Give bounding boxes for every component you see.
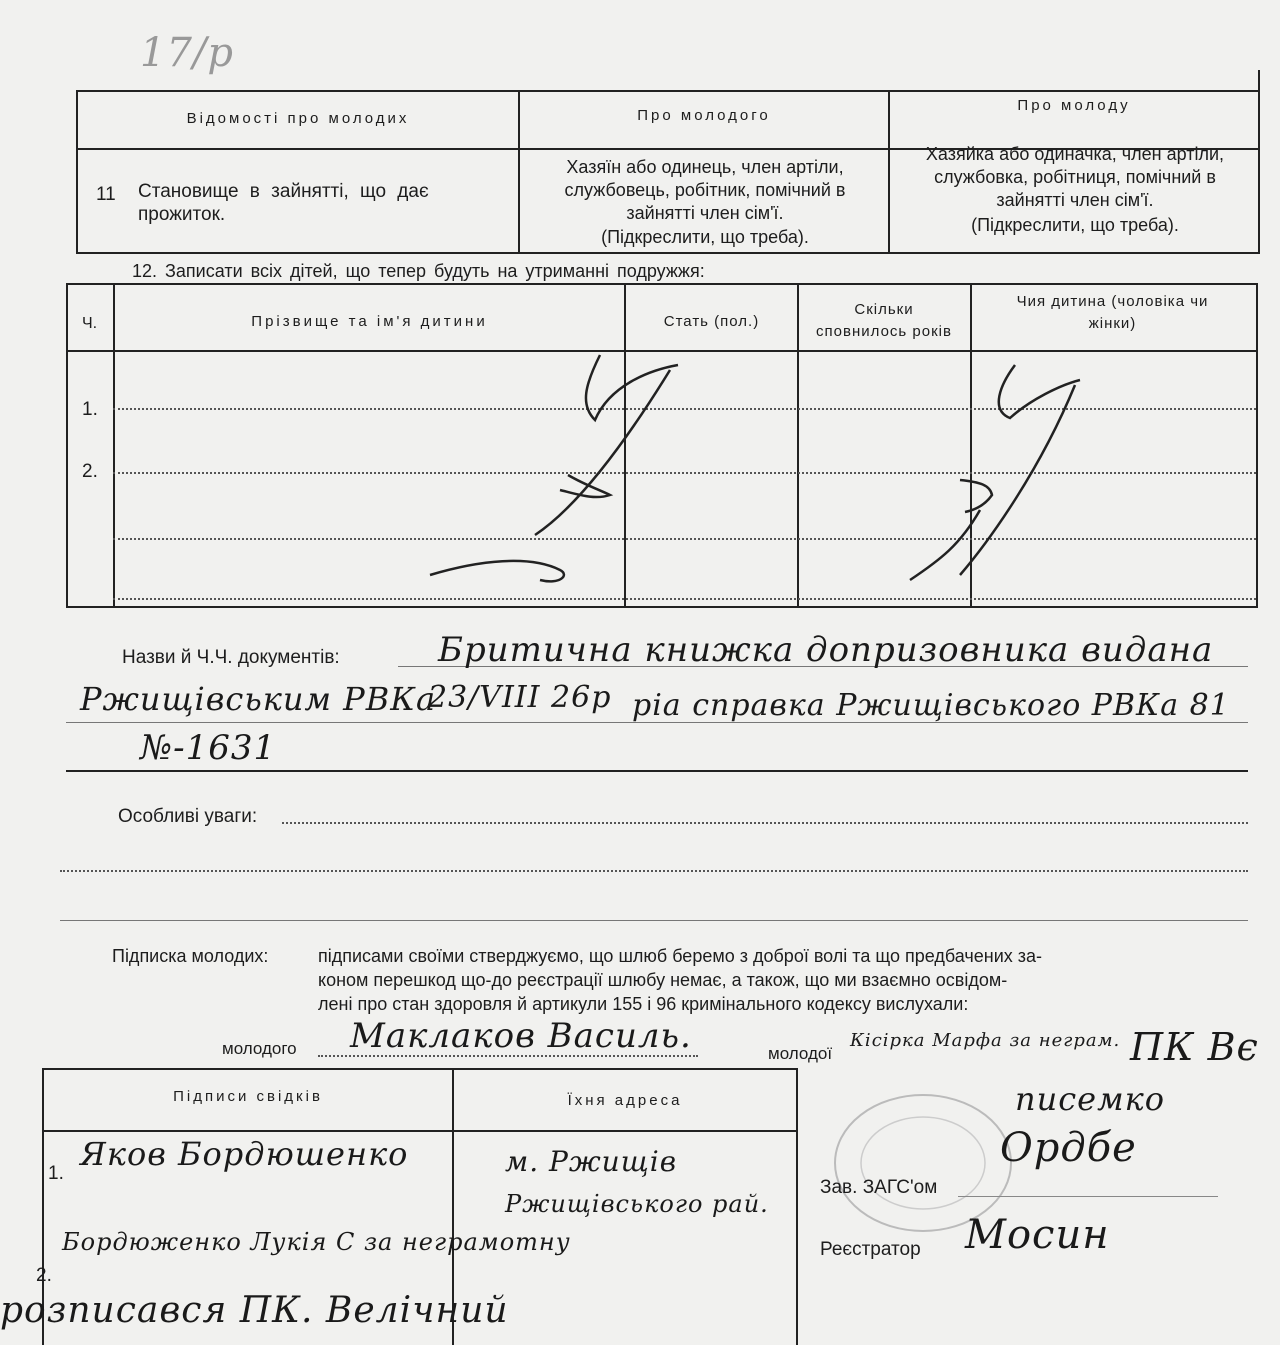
signature-statement-line1: підписами своїми стверджуємо, що шлюб беремо з доброї волі та що предбачених за- bbox=[318, 946, 1043, 966]
col-sex-header: Стать (пол.) bbox=[663, 313, 760, 330]
bride-signature-label: молодої bbox=[768, 1044, 833, 1063]
documents-hw-line1: Бритична книжка допризовника видана bbox=[438, 630, 1214, 670]
strike-mark-right bbox=[890, 360, 1090, 595]
bride-underline-hint: (Підкреслити, що треба). bbox=[971, 215, 1179, 235]
groom-signature-label: молодого bbox=[222, 1039, 297, 1058]
signature-statement-line3: лені про стан здоровля й артикули 155 і 96 кримінального кодексу вислухали: bbox=[318, 994, 969, 1014]
zags-head-signature: Ордбе bbox=[1000, 1125, 1137, 1171]
occupation-status-label: Становище в зайнятті, що дає прожиток. bbox=[138, 181, 429, 225]
bride-hw-note: Кісірка Марфа за неграм. bbox=[850, 1030, 1121, 1051]
documents-hw-line2c: ріа справка Ржищівського РВКа 81 bbox=[632, 688, 1230, 723]
special-remarks-label: Особливі уваги: bbox=[118, 806, 258, 827]
witness-2-signature-continued: розписався ПК. Велічний bbox=[0, 1290, 509, 1331]
registrar-signature: Мосин bbox=[965, 1212, 1110, 1258]
bride-hw-sign-continued: писемко bbox=[1015, 1080, 1165, 1118]
groom-signature: Маклаков Василь. bbox=[350, 1016, 692, 1056]
groom-underline-hint: (Підкреслити, що треба). bbox=[601, 227, 809, 247]
strike-mark-left bbox=[420, 345, 700, 600]
documents-hw-line2b: 23/VIII 26р bbox=[428, 680, 612, 715]
header-witness-signatures: Підписи свідків bbox=[173, 1088, 323, 1105]
children-title: 12. Записати всіх дітей, що тепер будуть на утриманні подружжя: bbox=[132, 261, 705, 281]
col-age-header: Скільки сповнилось років bbox=[816, 301, 952, 340]
col-whose-child-header: Чия дитина (чоловіка чи жінки) bbox=[1016, 293, 1209, 332]
witness-address-line2: Ржищівського рай. bbox=[505, 1190, 769, 1218]
child-row-2-number: 2. bbox=[82, 461, 98, 482]
couple-signature-label: Підписка молодих: bbox=[112, 946, 269, 966]
header-about-groom: Про молодого bbox=[637, 107, 771, 124]
bride-occupation-options: Хазяйка або одиначка, член артіли, службовка, робітниця, помічний в зайнятті член сім'ї. bbox=[925, 144, 1225, 210]
registrar-label: Реєстратор bbox=[820, 1239, 921, 1260]
col-number-header: Ч. bbox=[82, 315, 98, 332]
witness-1-number: 1. bbox=[48, 1163, 64, 1184]
child-row-1-number: 1. bbox=[82, 399, 98, 420]
row-number-11: 11 bbox=[96, 184, 116, 205]
witness-address-line1: м. Ржищів bbox=[505, 1145, 677, 1178]
documents-label: Назви й Ч.Ч. документів: bbox=[122, 647, 340, 668]
witness-1-signature: Яков Бордюшенко bbox=[80, 1135, 409, 1173]
documents-hw-line2a: Ржищівським РВКа bbox=[80, 680, 437, 718]
groom-occupation-options: Хазяїн або одинець, член артіли, службовець, робітник, помічний в зайнятті член сім'ї. bbox=[564, 157, 846, 223]
zags-head-label: Зав. ЗАГС'ом bbox=[820, 1177, 938, 1198]
header-witness-address: Їхня адреса bbox=[567, 1092, 683, 1109]
corner-mark: 17/р bbox=[140, 30, 234, 76]
col-child-name-header: Прізвище та ім'я дитини bbox=[251, 313, 488, 330]
header-about-bride: Про молоду bbox=[1017, 97, 1131, 114]
documents-hw-line3: №-1631 bbox=[140, 728, 277, 768]
witness-2-signature: Бордюженко Лукія С за неграмотну bbox=[62, 1228, 571, 1256]
bride-hw-sign: ПК Вє bbox=[1130, 1025, 1259, 1069]
signature-statement-line2: коном перешкод що-до реєстрації шлюбу немає, а також, що ми взаємно освідом- bbox=[318, 970, 1008, 990]
witness-2-number: 2. bbox=[36, 1265, 52, 1286]
header-info-about-couple: Відомості про молодих bbox=[186, 110, 410, 127]
